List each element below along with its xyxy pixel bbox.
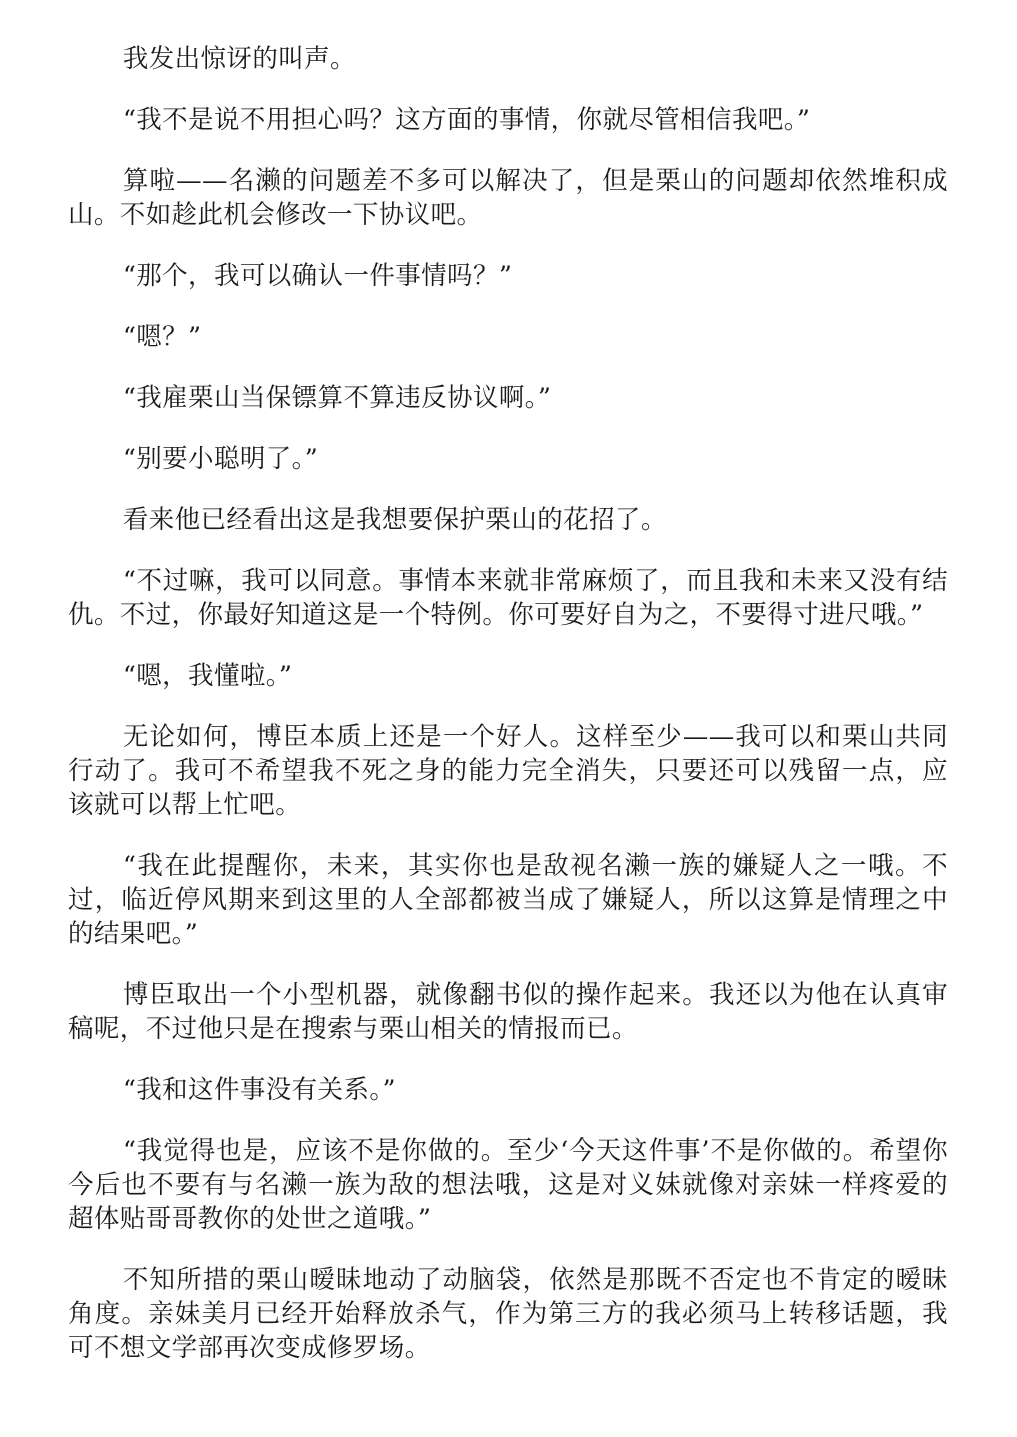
paragraph: “嗯？” [122,322,202,352]
paragraph: 我发出惊讶的叫声。 [122,44,356,74]
paragraph: 不知所措的栗山暧昧地动了动脑袋，依然是那既不否定也不肯定的暧昧角度。亲妹美月已经开始释放杀气，作为第三方的我必须马上转移话题，我可不想文学部再次变成修罗场。 [68,1265,948,1363]
paragraph: “我雇栗山当保镖算不算违反协议啊。” [122,383,552,413]
paragraph: “嗯，我懂啦。” [122,661,293,691]
paragraph: “我不是说不用担心吗？这方面的事情，你就尽管相信我吧。” [122,105,811,135]
paragraph: 无论如何，博臣本质上还是一个好人。这样至少——我可以和栗山共同行动了。我可不希望我不死之身的能力完全消失，只要还可以残留一点，应该就可以帮上忙吧。 [68,722,948,820]
paragraph: “我和这件事没有关系。” [122,1075,396,1105]
paragraph: “别要小聪明了。” [122,444,319,474]
paragraph: 博臣取出一个小型机器，就像翻书似的操作起来。我还以为他在认真审稿呢，不过他只是在搜索与栗山相关的情报而已。 [68,980,948,1044]
paragraph: “我觉得也是，应该不是你做的。至少‘今天这件事’不是你做的。希望你今后也不要有与名濑一族为敌的想法哦，这是对义妹就像对亲妹一样疼爱的超体贴哥哥教你的处世之道哦。” [68,1136,948,1234]
paragraph: 算啦——名濑的问题差不多可以解决了，但是栗山的问题却依然堆积成山。不如趁此机会修改一下协议吧。 [68,166,948,230]
paragraph: 看来他已经看出这是我想要保护栗山的花招了。 [122,505,667,535]
paragraph: “我在此提醒你，未来，其实你也是敌视名濑一族的嫌疑人之一哦。不过，临近停风期来到这里的人全部都被当成了嫌疑人，所以这算是情理之中的结果吧。” [68,851,948,949]
document-body [68,42,948,1392]
paragraph: “那个，我可以确认一件事情吗？” [122,261,513,291]
paragraph: “不过嘛，我可以同意。事情本来就非常麻烦了，而且我和未来又没有结仇。不过，你最好知道这是一个特例。你可要好自为之，不要得寸进尺哦。” [68,566,948,630]
